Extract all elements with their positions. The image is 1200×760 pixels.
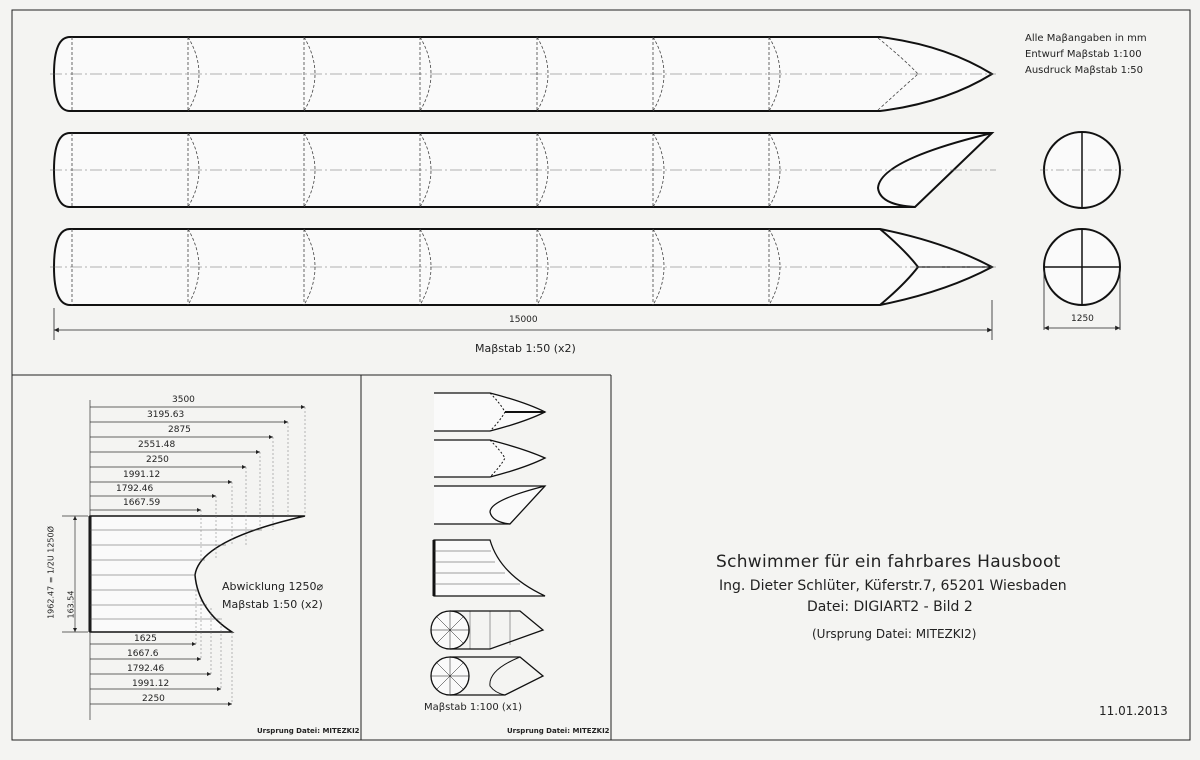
dev-top-dim-3: 2551.48 <box>138 440 176 450</box>
draft-scale-note: Entwurf Maβstab 1:100 <box>1025 49 1142 60</box>
dev-top-dim-4: 2250 <box>146 455 169 465</box>
dev-top-dim-5: 1991.12 <box>123 470 161 480</box>
dev-top-dim-0: 3500 <box>172 395 195 405</box>
dev-bottom-dim-0: 1625 <box>134 634 157 644</box>
author-line: Ing. Dieter Schlüter, Küferstr.7, 65201 Wiesbaden <box>719 578 1067 594</box>
print-scale-note: Ausdruck Maβstab 1:50 <box>1025 65 1144 76</box>
main-scale-label: Maβstab 1:50 (x2) <box>475 342 576 355</box>
date-label: 11.01.2013 <box>1099 704 1168 718</box>
dev-bottom-dim-1: 1667.6 <box>127 649 159 659</box>
dev-top-dim-7: 1667.59 <box>123 498 161 508</box>
dev-label-line2: Maβstab 1:50 (x2) <box>222 598 323 611</box>
diameter-dim-label: 1250 <box>1071 314 1094 324</box>
dev-top-dim-1: 3195.63 <box>147 410 185 420</box>
dev-label-line1: Abwicklung 1250⌀ <box>222 580 324 593</box>
dev-bottom-dim-2: 1792.46 <box>127 664 165 674</box>
drawing-title: Schwimmer für ein fahrbares Hausboot <box>716 552 1061 572</box>
perspective-float-2 <box>431 657 543 695</box>
dev-bottom-dim-3: 1991.12 <box>132 679 170 689</box>
cross-section-top <box>1040 132 1124 208</box>
origin-line: (Ursprung Datei: MITEZKI2) <box>812 627 977 641</box>
dev-vertical-dim-2: 163.54 <box>66 590 76 619</box>
dev-vertical-dim-1: 1962.47 = 1/2U 1250Ø <box>46 526 56 619</box>
length-dim-label: 15000 <box>509 315 538 325</box>
file-line: Datei: DIGIART2 - Bild 2 <box>807 599 973 615</box>
dev-origin-label: Ursprung Datei: MITEZKI2 <box>257 727 360 735</box>
small-views-origin-label: Ursprung Datei: MITEZKI2 <box>507 727 610 735</box>
small-views-scale-label: Maβstab 1:100 (x1) <box>424 702 523 713</box>
float-side-view-pointed <box>50 37 996 111</box>
dev-bottom-dim-4: 2250 <box>142 694 165 704</box>
float-side-view-v-bow <box>50 229 996 305</box>
cross-section-bottom <box>1044 229 1120 305</box>
perspective-float-1 <box>431 611 543 649</box>
development-drawing <box>62 400 305 720</box>
dev-top-dim-2: 2875 <box>168 425 191 435</box>
dev-top-dim-6: 1792.46 <box>116 484 154 494</box>
small-views <box>431 393 545 695</box>
float-side-view-slanted <box>50 133 996 207</box>
units-note: Alle Maβangaben in mm <box>1025 33 1147 44</box>
